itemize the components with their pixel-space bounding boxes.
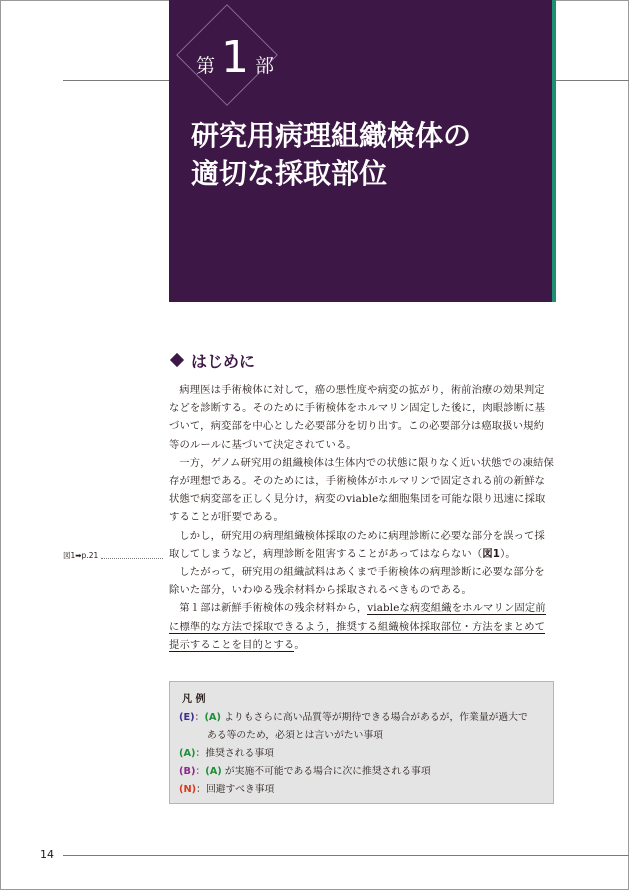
chapter-title-line2: 適切な採取部位 bbox=[191, 157, 388, 190]
part-suffix: 部 bbox=[255, 55, 275, 77]
part-prefix: 第 bbox=[195, 55, 215, 77]
section-heading-text: はじめに bbox=[191, 351, 256, 371]
legend-separator: ： bbox=[194, 712, 205, 723]
sidenote-leader bbox=[101, 552, 163, 559]
paragraph-3-end: ）。 bbox=[500, 547, 516, 560]
legend-code: (N) bbox=[179, 784, 197, 795]
legend-text: が実施不可能である場合に次に推奨される事項 bbox=[224, 766, 431, 777]
legend-row-e-cont bbox=[179, 727, 549, 745]
underlined-purpose: viableな病変組織をホルマリン固定前に標準的な方法で採取できるよう，推奨する組織検体採取部位・方法をまとめて提示することを目的とする bbox=[169, 602, 546, 651]
legend-text-continued: ある等のため，必須とは言いがたい事項 bbox=[207, 730, 383, 741]
body-text bbox=[169, 381, 554, 654]
legend-row-e bbox=[179, 709, 549, 727]
legend-separator: ： bbox=[196, 784, 206, 795]
legend-code: (E) bbox=[179, 712, 195, 723]
paragraph-5-end: 。 bbox=[294, 638, 305, 651]
paragraph-3 bbox=[169, 527, 554, 563]
part-label bbox=[190, 32, 280, 88]
legend-ref: (A) bbox=[205, 766, 222, 777]
legend-text: 回避すべき事項 bbox=[205, 784, 275, 795]
figure-reference[interactable]: 図1 bbox=[482, 547, 501, 560]
diamond-bullet-icon bbox=[170, 353, 184, 367]
legend-code: (B) bbox=[179, 766, 196, 777]
legend-separator: ： bbox=[195, 748, 206, 759]
paragraph-5 bbox=[169, 599, 554, 654]
paragraph-2: 一方，ゲノム研究用の組織検体は生体内での状態に限りなく近い状態での凍結保存が理想である。そのためには，手術検体がホルマリンで固定される前の新鮮な状態で病変部を正しく見分け，病変のviableな細胞集団を可能な限り迅速に採取することが肝要である。 bbox=[169, 456, 554, 524]
legend-row-n bbox=[179, 781, 549, 799]
paragraph-4: したがって，研究用の組織試料はあくまで手術検体の病理診断に必要な部分を除いた部分，いわゆる残余材料から採取されるべきものである。 bbox=[169, 566, 545, 597]
chapter-title-line1: 研究用病理組織検体の bbox=[191, 119, 472, 152]
legend-box bbox=[169, 681, 554, 804]
paragraph-5-text: 第１部は新鮮手術検体の残余材料から， bbox=[179, 602, 368, 615]
legend-row-a bbox=[179, 745, 549, 763]
legend-row-b bbox=[179, 763, 549, 781]
legend-code: (A) bbox=[179, 748, 196, 759]
legend-text: よりもさらに高い品質等が期待できる場合があるが，作業量が過大で bbox=[224, 712, 528, 723]
legend-separator: ： bbox=[195, 766, 206, 777]
figure-sidenote[interactable] bbox=[63, 548, 163, 562]
chapter-title bbox=[191, 117, 531, 193]
paragraph-1: 病理医は手術検体に対して，癌の悪性度や病変の拡がり，術前治療の効果判定などを診断する。そのために手術検体をホルマリン固定した後に，肉眼診断に基づいて，病変部を中心とした必要部分を切り出す。この必要部分は癌取扱い規約等のルールに基づいて決定されている。 bbox=[169, 384, 546, 451]
legend-ref: (A) bbox=[204, 712, 221, 723]
legend-rows bbox=[179, 709, 549, 799]
paragraph-3-text: しかし，研究用の病理組織検体採取のために病理診断に必要な部分を誤って採取してしまうなど，病理診断を阻害することがあってはならない（ bbox=[169, 529, 545, 560]
banner-accent-stripe bbox=[552, 0, 556, 302]
part-number: 1 bbox=[221, 32, 249, 83]
legend-title: 凡 例 bbox=[182, 694, 206, 705]
section-heading bbox=[169, 349, 255, 371]
sidenote-text: 図1➡p.21 bbox=[63, 550, 99, 560]
footer-rule bbox=[63, 855, 629, 856]
page-number: 14 bbox=[40, 848, 54, 861]
legend-text: 推奨される事項 bbox=[205, 748, 274, 759]
